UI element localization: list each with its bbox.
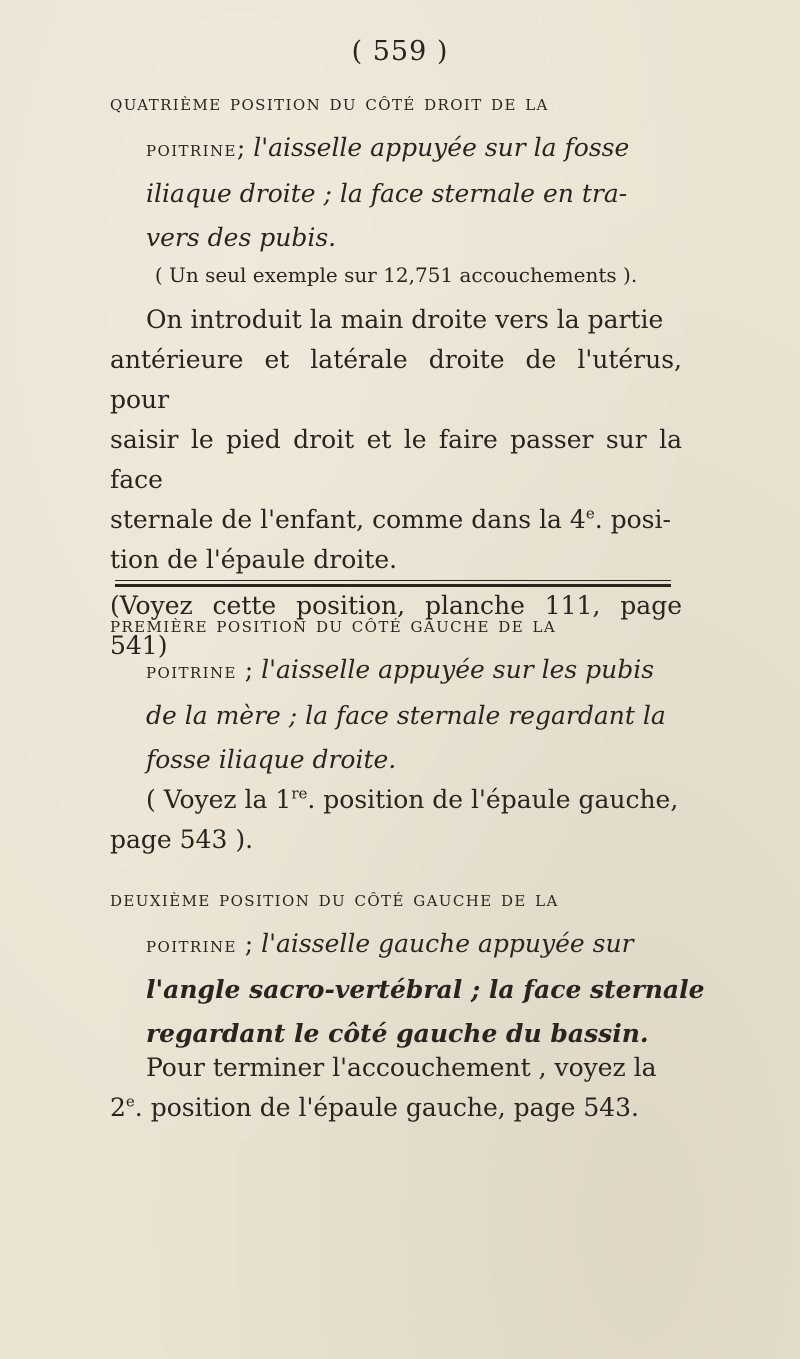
section-heading-line: deuxième position du côté gauche de la	[110, 887, 559, 912]
paragraph-text: . position de l'épaule gauche,	[307, 785, 679, 814]
section-heading-line: première position du côté gauche de la	[110, 613, 557, 638]
section-quatrieme-position-droit	[110, 82, 682, 260]
figure-reference: (Voyez cette position, planche 111, page 541)	[110, 591, 682, 660]
paragraph-text: 2	[110, 1093, 126, 1122]
section-heading-line	[110, 126, 682, 172]
paragraph-line: saisir le pied droit et le faire passer sur la face	[110, 425, 682, 494]
heading-italic: l'aisselle appuyée sur la fosse	[253, 133, 630, 162]
section-reference	[110, 780, 682, 860]
section-heading-line: vers des pubis.	[146, 223, 337, 252]
heading-caps: poitrine	[146, 659, 237, 684]
superscript: re	[291, 784, 308, 803]
section-heading-line: quatrième position du côté droit de la	[110, 91, 549, 116]
heading-separator: ;	[236, 133, 246, 162]
paragraph-line	[110, 500, 682, 540]
superscript: e	[585, 504, 595, 523]
section-heading-line	[110, 648, 682, 694]
section-heading-line: l'angle sacro-vertébral ; la face sternale	[146, 975, 705, 1004]
section-premiere-position-gauche	[110, 604, 682, 782]
paragraph-text: . posi-	[594, 505, 671, 534]
section-paragraph	[110, 1048, 682, 1128]
paragraph-line: Pour terminer l'accouchement , voyez la	[146, 1053, 657, 1082]
paragraph-line: On introduit la main droite vers la partie	[146, 305, 664, 334]
paragraph-text: . position de l'épaule gauche, page 543.	[134, 1093, 639, 1122]
heading-caps: poitrine	[146, 933, 237, 958]
section-heading-line: fosse iliaque droite.	[146, 745, 397, 774]
section-heading-line: iliaque droite ; la face sternale en tra-	[146, 179, 628, 208]
statistics-note: ( Un seul exemple sur 12,751 accouchements ).	[154, 263, 638, 287]
heading-separator: ;	[236, 929, 254, 958]
section-heading-line: de la mère ; la face sternale regardant la	[146, 701, 666, 730]
heading-italic: l'aisselle appuyée sur les pubis	[261, 655, 655, 684]
paragraph-text: sternale de l'enfant, comme dans la 4	[110, 505, 586, 534]
paragraph-line	[110, 1088, 682, 1128]
superscript: e	[125, 1092, 135, 1111]
separator-rule-thick	[115, 584, 671, 587]
heading-caps: poitrine	[146, 137, 237, 162]
paragraph-line: antérieure et latérale droite de l'utérus, pour	[110, 345, 682, 414]
paragraph-text: ( Voyez la 1	[146, 785, 292, 814]
paragraph-line	[110, 780, 682, 820]
paragraph-line: tion de l'épaule droite.	[110, 545, 398, 574]
section-heading-line	[110, 922, 682, 968]
heading-separator: ;	[236, 655, 254, 684]
page-number: ( 559 )	[351, 36, 449, 67]
paragraph-line: page 543 ).	[110, 825, 254, 854]
separator-rule-thin	[115, 580, 671, 581]
heading-italic: l'aisselle gauche appuyée sur	[261, 929, 634, 958]
section-heading-line: regardant le côté gauche du bassin.	[146, 1019, 649, 1048]
section-deuxieme-position-gauche	[110, 878, 705, 1056]
